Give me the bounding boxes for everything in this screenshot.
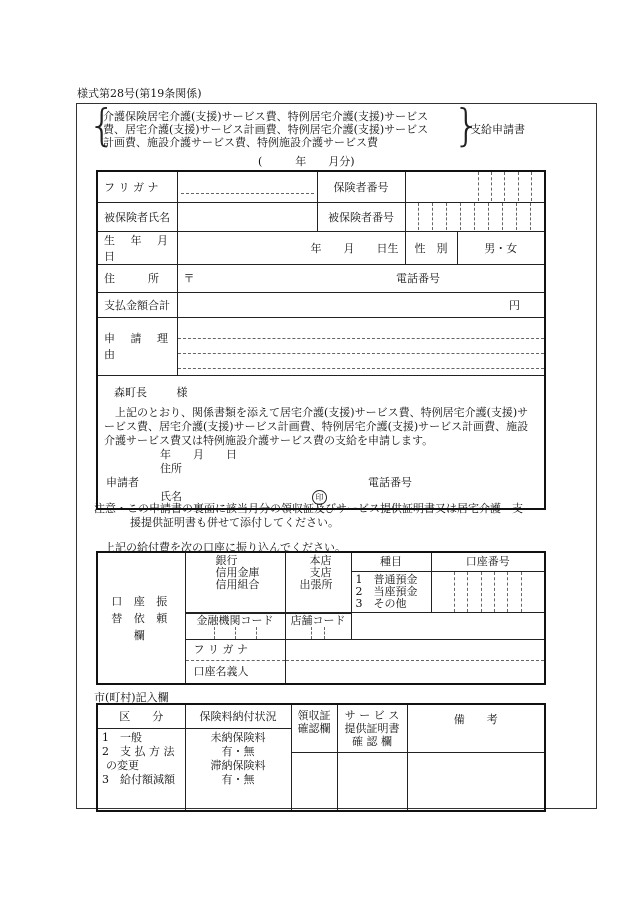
col-service: サ ー ビ ス提供証明書確 認 欄 <box>337 704 407 753</box>
payment-cell[interactable] <box>185 728 291 811</box>
transfer-intro: 上記の給付費を次の口座に振り込んでください。 <box>104 541 346 554</box>
holder-name-label: 口座名義人 <box>193 665 249 678</box>
applicant-name-label: 氏名 <box>160 489 182 503</box>
reason-label: 申 請 理 由 <box>97 317 177 375</box>
insured-name-field[interactable] <box>177 202 317 231</box>
honorific: 様 <box>176 385 188 399</box>
account-no-cell[interactable] <box>431 552 545 613</box>
form-number: 様式第28号(第19条関係) <box>77 87 202 100</box>
insurer-no-field[interactable] <box>405 171 545 202</box>
applicant-table <box>96 170 546 510</box>
transfer-label: 口 座 振 替 依 頼 欄 <box>97 552 185 684</box>
kind-option-2[interactable]: 2 当座預金 <box>355 585 418 598</box>
postal-mark: 〒 <box>183 272 195 285</box>
bank-type-cell[interactable] <box>185 552 285 613</box>
birth-field[interactable]: 年 月 日生 <box>177 231 405 264</box>
sex-label: 性 別 <box>405 231 457 264</box>
addressee: 森町長 <box>114 385 147 399</box>
city-entry-table <box>96 703 546 812</box>
furigana-field[interactable] <box>177 171 317 202</box>
phone-label: 電話番号 <box>396 272 440 285</box>
note-line-2: 援提供証明書も併せて添付してください。 <box>130 516 339 529</box>
title-period: ( 年 月分) <box>258 155 355 168</box>
category-2: 2 支 払 方 法 <box>102 744 175 758</box>
bank-transfer-table <box>96 551 546 685</box>
service-check-field[interactable] <box>337 753 407 811</box>
declaration-date[interactable]: 年 月 日 <box>160 447 237 461</box>
col-category: 区 分 <box>97 704 185 728</box>
insurer-no-label: 保険者番号 <box>317 171 405 202</box>
title-suffix: 支給申請書 <box>470 123 525 136</box>
category-cell <box>97 728 185 811</box>
bank-code-cell[interactable] <box>185 613 285 640</box>
insured-name-label: 被保険者氏名 <box>97 202 177 231</box>
applicant-label: 申請者 <box>106 475 139 489</box>
total-field[interactable] <box>177 292 545 317</box>
left-brace: { <box>88 100 116 151</box>
declaration-body: 上記のとおり、関係書類を添えて居宅介護(支援)サービス費、特例居宅介護(支援)サービス費、居宅介護(支援)サービス計画費、特例居宅介護(支援)サービス計画費、施設介護サービス費又は特例施設介護サービス費の支給を申請します。 <box>104 405 529 447</box>
remarks-field[interactable] <box>407 753 545 811</box>
note <box>94 502 564 530</box>
payment-unpaid-choice[interactable]: 有・無 <box>221 744 255 758</box>
branch-type-1: 本店 <box>309 554 332 567</box>
total-label: 支払金額合計 <box>97 292 177 317</box>
reason-field[interactable] <box>177 317 545 375</box>
kind-spacer <box>351 613 545 640</box>
birth-label: 生 年 月 日 <box>97 231 177 264</box>
furigana-label: フ リ ガ ナ <box>97 171 177 202</box>
kind-option-3[interactable]: 3 その他 <box>355 597 407 610</box>
title-line-1: 介護保険居宅介護(支援)サービス費、特例居宅介護(支援)サービス <box>103 110 429 123</box>
note-line-1: 注意・この申請書の裏面に該当月分の領収証及びサービス提供証明書又は居宅介護 支 <box>94 502 523 515</box>
sex-field[interactable]: 男・女 <box>457 231 545 264</box>
account-no-label: 口座番号 <box>432 553 545 572</box>
insured-no-field[interactable] <box>405 202 545 231</box>
branch-code-cell[interactable] <box>285 613 351 640</box>
category-2b: の変更 <box>106 758 139 772</box>
title-text <box>103 110 458 149</box>
col-payment: 保険料納付状況 <box>185 704 291 728</box>
payment-unpaid: 未納保険料 <box>210 730 266 744</box>
branch-code-label: 店舗コード <box>286 613 351 627</box>
payment-arrears-choice[interactable]: 有・無 <box>221 772 255 786</box>
holder-field[interactable] <box>285 640 545 685</box>
address-field[interactable] <box>177 264 545 292</box>
title-line-3: 計画費、施設介護サービス費、特例施設介護サービス費 <box>103 136 378 149</box>
applicant-phone-label: 電話番号 <box>368 475 412 489</box>
seal-stamp-icon: 印 <box>312 490 327 505</box>
bank-type-1: 銀行 <box>215 554 238 567</box>
city-section-title: 市(町村)記入欄 <box>94 691 169 704</box>
address-label: 住 所 <box>97 264 177 292</box>
col-receipt: 領収証確認欄 <box>291 704 337 753</box>
branch-type-2: 支店 <box>309 566 332 579</box>
branch-type-cell[interactable] <box>285 552 351 613</box>
insured-no-label: 被保険者番号 <box>317 202 405 231</box>
receipt-check-field[interactable] <box>291 753 337 811</box>
applicant-address-label: 住所 <box>160 461 182 475</box>
declaration-cell <box>97 375 545 509</box>
bank-code-label: 金融機関コード <box>186 613 285 627</box>
holder-furigana-label: フ リ ガ ナ <box>186 640 285 661</box>
yen-unit: 円 <box>509 298 520 312</box>
kind-option-1[interactable]: 1 普通預金 <box>355 573 418 586</box>
holder-label-cell <box>185 640 285 685</box>
right-brace: } <box>453 100 481 151</box>
branch-type-3: 出張所 <box>299 578 333 591</box>
title-line-2: 費、居宅介護(支援)サービス計画費、特例居宅介護(支援)サービス <box>103 123 429 136</box>
bank-type-3: 信用組合 <box>215 578 260 591</box>
kind-label: 種目 <box>352 553 431 572</box>
kind-cell[interactable] <box>351 552 431 613</box>
col-remarks: 備 考 <box>407 704 545 753</box>
category-3: 3 給付額減額 <box>102 772 175 786</box>
category-1: 1 一般 <box>102 730 142 744</box>
bank-type-2: 信用金庫 <box>215 566 260 579</box>
payment-arrears: 滞納保険料 <box>210 758 266 772</box>
